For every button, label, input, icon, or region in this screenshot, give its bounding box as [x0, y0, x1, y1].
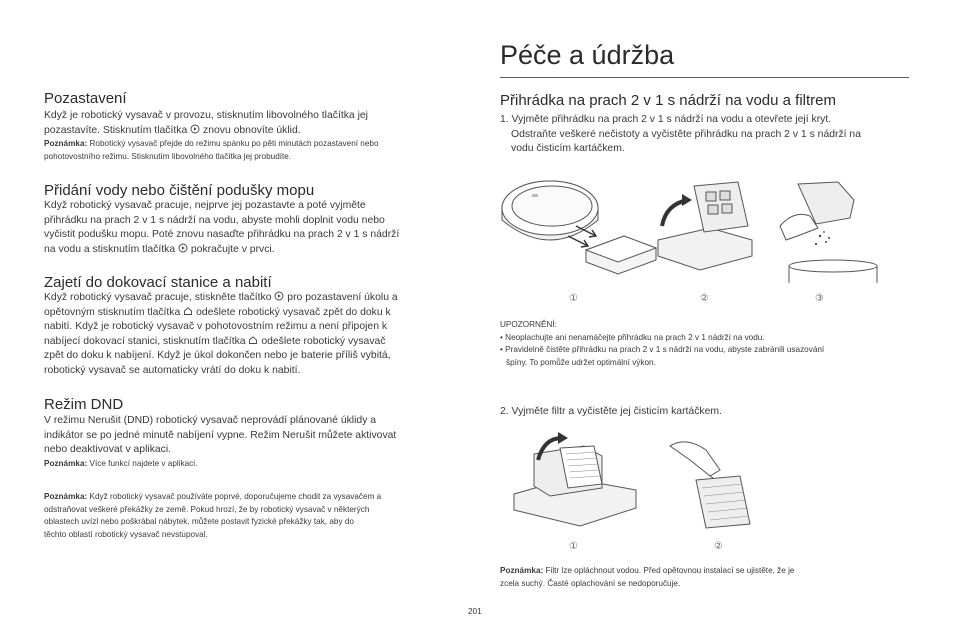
fig1-label-3: ③	[815, 293, 824, 304]
robot-vacuum-drawing	[502, 181, 598, 240]
play-pause-icon	[274, 291, 284, 301]
dock-icon	[183, 306, 193, 316]
page-number: 201	[468, 607, 482, 616]
heading-dock: Zajetí do dokovací stanice a nabití	[44, 274, 272, 291]
pause-note: Poznámka: Robotický vysavač přejde do režimu spánku po pěti minutách pozastavení nebo pohotovostního režimu. Stisknutím libovolného tlačítka jej probudíte.	[44, 139, 379, 161]
open-dustbin-drawing	[658, 182, 752, 270]
fig2-label-2: ②	[714, 541, 723, 552]
step1-text: 1. Vyjměte přihrádku na prach 2 v 1 s nádrží na vodu a otevřete její kryt. Odstraňte veškeré nečistoty a vyčistěte přihrádku na prach 2 v 1 s nádrží na vodu čisticím kartáčkem.	[500, 114, 861, 155]
fig1-label-2: ②	[700, 293, 709, 304]
warning-label: UPOZORNĚNÍ:	[500, 320, 557, 329]
heading-pause: Pozastavení	[44, 90, 127, 107]
title-rule	[500, 77, 909, 78]
filter-note: Poznámka: Filtr lze opláchnout vodou. Před opětovnou instalací se ujistěte, že je zcela suchý. Časté oplachování se nedoporučuje.	[500, 566, 795, 588]
dock-icon	[248, 335, 258, 345]
heading-dnd: Režim DND	[44, 396, 124, 413]
fig2-label-1: ①	[569, 541, 578, 552]
play-pause-icon	[178, 243, 188, 253]
water-text: Když robotický vysavač pracuje, nejprve jej pozastavte a poté vyjměte přihrádku na prach 2 v 1 s nádrží na vodu, abyste mohli doplnit vodu nebo vyčistit podušku mopu. Poté znovu nasaďte přihrádku na prach 2 v 1 s nádrží na vodu a stisknutím tlačítka pokračujte v prvci.	[44, 200, 400, 255]
play-pause-icon	[190, 124, 200, 134]
dock-text: Když robotický vysavač pracuje, stiskněte tlačítko pro pozastavení úkolu a opětovným stisknutím tlačítka odešlete robotický vysavač zpět do doku k nabití. Když je robotický vysavač v pohotovostním režimu a není připojen k nabíjecí dokovací stanici, stisknutím tlačítka odešlete robotický vysavač zpět do doku k nabíjení. Když je úkol dokončen nebo je baterie příliš vybitá, robotický vysavač se automaticky vrátí do doku k nabití.	[44, 292, 398, 376]
figure-2-illustration	[510, 432, 770, 532]
figure-1-illustration	[498, 178, 908, 283]
step2-text: 2. Vyjměte filtr a vyčistěte jej čisticím kartáčkem.	[500, 406, 722, 417]
open-bin-filter-drawing	[514, 446, 636, 526]
fig1-label-1: ①	[569, 293, 578, 304]
heading-dustbin: Přihrádka na prach 2 v 1 s nádrží na vodu a filtrem	[500, 92, 837, 109]
dnd-note: Poznámka: Více funkcí najdete v aplikaci.	[44, 459, 198, 468]
dustbin-drawing	[586, 236, 656, 274]
warning-block: UPOZORNĚNÍ: • Neoplachujte ani nenamáčejte přihrádku na prach 2 v 1 nádrží na vodu. • Pravidelně čistěte přihrádku na prach 2 v 1 s nádrží na vodu, abyste zabránili usazování špíny. To pomůže udržet optimální výkon.	[500, 319, 910, 369]
dnd-text: V režimu Nerušit (DND) robotický vysavač neprovádí plánované úklidy a indikátor se po jedné minutě nabíjení vypne. Režim Nerušit můžete aktivovat nebo deaktivovat v aplikaci.	[44, 415, 397, 456]
first-use-note: Poznámka: Když robotický vysavač používáte poprvé, doporučujeme chodit za vysavačem a odstraňovat veškeré překážky ze země. Pokud hrozí, že by robotický vysavač v některých oblastech uvízl nebo poškrábal nábytek, můžete postavit fyzické překážky tak, aby do těchto oblastí robotický vysavač nevstupoval.	[44, 492, 382, 539]
hand-emptying-drawing	[780, 182, 877, 283]
heading-water: Přidání vody nebo čištění podušky mopu	[44, 182, 315, 199]
page-title: Péče a údržba	[500, 40, 675, 70]
pause-text: Když je robotický vysavač v provozu, stisknutím libovolného tlačítka jej pozastavíte. Stisknutím tlačítka znovu obnovíte úklid.	[44, 110, 368, 136]
brush-cleaning-filter-drawing	[670, 442, 750, 528]
